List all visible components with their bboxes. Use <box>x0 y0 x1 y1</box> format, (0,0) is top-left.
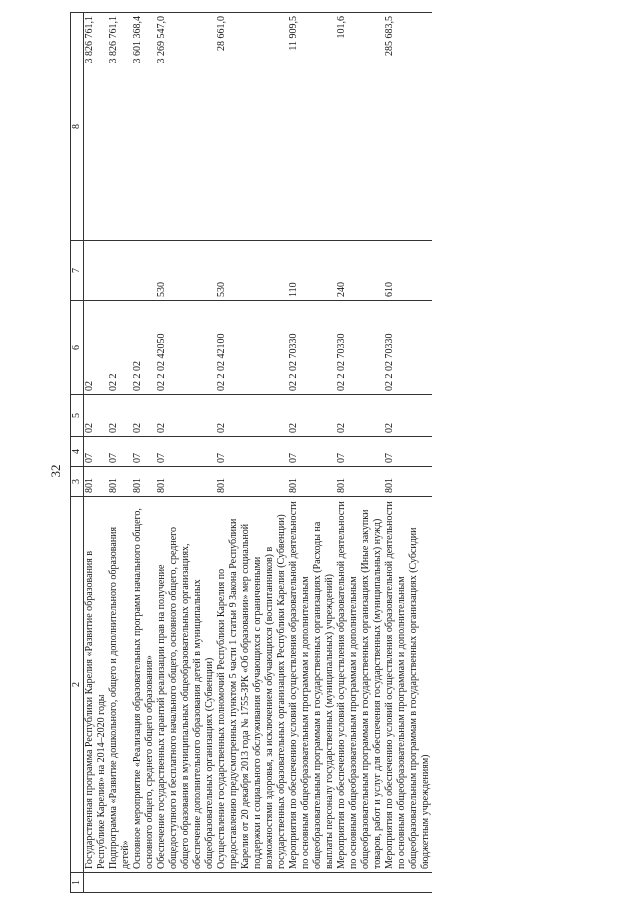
row-name-cell: Мероприятия по обеспечению условий осуществления образовательной деятельности по основным общеобразовательным программам и дополнительным общеобразовательным программам в государственных организациях (Расходы на выплаты персоналу государственных (муниципальных) учреждений) <box>288 497 336 873</box>
row-number-cell <box>216 873 288 893</box>
section-code-cell: 07 <box>336 437 384 467</box>
row-name-cell: Мероприятия по обеспечению условий осуществления образовательной деятельности по основным общеобразовательным программам и дополнительным общеобразовательным программам в государственных организациях (Субсидии бюджетным учреждениям) <box>384 497 432 873</box>
row-number-cell <box>156 873 216 893</box>
amount-cell: 285 683,5 <box>384 13 432 241</box>
table-row <box>84 13 109 893</box>
target-article-cell: 02 2 02 42100 <box>216 301 288 395</box>
table-row <box>216 13 288 893</box>
ministry-code-cell: 801 <box>336 467 384 497</box>
table-row <box>336 13 384 893</box>
section-code-cell: 07 <box>216 437 288 467</box>
amount-cell: 3 826 761,1 <box>108 13 132 241</box>
column-header: 6 <box>71 301 84 395</box>
expense-type-cell: 530 <box>216 241 288 301</box>
expense-type-cell <box>108 241 132 301</box>
section-code-cell: 07 <box>288 437 336 467</box>
section-code-cell: 07 <box>108 437 132 467</box>
amount-cell: 3 269 547,0 <box>156 13 216 241</box>
row-name-cell: Основное мероприятие «Реализация образовательных программ начального общего, основного общего, среднего общего образования» <box>132 497 156 873</box>
subsection-code-cell: 02 <box>384 395 432 437</box>
expense-type-cell: 530 <box>156 241 216 301</box>
amount-cell: 11 909,5 <box>288 13 336 241</box>
target-article-cell: 02 2 02 <box>132 301 156 395</box>
subsection-code-cell: 02 <box>336 395 384 437</box>
table-row <box>156 13 216 893</box>
subsection-code-cell: 02 <box>216 395 288 437</box>
expense-type-cell: 610 <box>384 241 432 301</box>
row-number-cell <box>336 873 384 893</box>
ministry-code-cell: 801 <box>156 467 216 497</box>
row-number-cell <box>84 873 109 893</box>
column-header: 3 <box>71 467 84 497</box>
ministry-code-cell: 801 <box>384 467 432 497</box>
target-article-cell: 02 <box>84 301 109 395</box>
row-number-cell <box>132 873 156 893</box>
table-row <box>288 13 336 893</box>
column-header: 4 <box>71 437 84 467</box>
section-code-cell: 07 <box>84 437 109 467</box>
page-number: 32 <box>48 464 63 478</box>
rotated-table-container <box>70 13 538 893</box>
target-article-cell: 02 2 02 70330 <box>336 301 384 395</box>
target-article-cell: 02 2 <box>108 301 132 395</box>
amount-cell: 3 601 368,4 <box>132 13 156 241</box>
expense-type-cell <box>132 241 156 301</box>
column-header: 1 <box>71 873 84 893</box>
header-row <box>71 13 84 893</box>
table-row <box>384 13 432 893</box>
column-header: 8 <box>71 13 84 241</box>
section-code-cell: 07 <box>132 437 156 467</box>
section-code-cell: 07 <box>156 437 216 467</box>
subsection-code-cell: 02 <box>84 395 109 437</box>
budget-table <box>70 12 432 893</box>
expense-type-cell <box>84 241 109 301</box>
table-row <box>132 13 156 893</box>
ministry-code-cell: 801 <box>84 467 109 497</box>
column-header: 7 <box>71 241 84 301</box>
row-number-cell <box>288 873 336 893</box>
row-name-cell: Подпрограмма «Развитие дошкольного, общего и дополнительного образования детей» <box>108 497 132 873</box>
row-number-cell <box>108 873 132 893</box>
row-name-cell: Осуществление государственных полномочий Республики Карелия по предоставлению предусмотренных пунктом 5 части 1 статьи 9 Закона Республики Карелия от 20 декабря 2013 года № 1755-ЗРК «Об образовании» мер социальной поддержки и социального обслуживания обучающихся с ограниченными возможностями здоровья, за исключением обучающихся (воспитанников) в государственных образовательных организациях Республики Карелия (Субвенции) <box>216 497 288 873</box>
row-name-cell: Обеспечение государственных гарантий реализации прав на получение общедоступного и бесплатного начального общего, основного общего, среднего общего образования в муниципальных общеобразовательных организациях, обеспечение дополнительного образования детей в муниципальных общеобразовательных организациях (Субвенции) <box>156 497 216 873</box>
row-number-cell <box>384 873 432 893</box>
target-article-cell: 02 2 02 42050 <box>156 301 216 395</box>
target-article-cell: 02 2 02 70330 <box>288 301 336 395</box>
section-code-cell: 07 <box>384 437 432 467</box>
ministry-code-cell: 801 <box>132 467 156 497</box>
ministry-code-cell: 801 <box>288 467 336 497</box>
amount-cell: 3 826 761,1 <box>84 13 109 241</box>
expense-type-cell: 240 <box>336 241 384 301</box>
ministry-code-cell: 801 <box>108 467 132 497</box>
target-article-cell: 02 2 02 70330 <box>384 301 432 395</box>
expense-type-cell: 110 <box>288 241 336 301</box>
subsection-code-cell: 02 <box>156 395 216 437</box>
ministry-code-cell: 801 <box>216 467 288 497</box>
amount-cell: 28 661,0 <box>216 13 288 241</box>
subsection-code-cell: 02 <box>108 395 132 437</box>
row-name-cell: Мероприятия по обеспечению условий осуществления образовательной деятельности по основным общеобразовательным программам и дополнительным общеобразовательным программам в государственных организациях (Иные закупки товаров, работ и услуг для обеспечения государственных (муниципальных) нужд) <box>336 497 384 873</box>
column-header: 2 <box>71 497 84 873</box>
subsection-code-cell: 02 <box>288 395 336 437</box>
amount-cell: 101,6 <box>336 13 384 241</box>
table-row <box>108 13 132 893</box>
subsection-code-cell: 02 <box>132 395 156 437</box>
column-header: 5 <box>71 395 84 437</box>
row-name-cell: Государственная программа Республики Карелия «Развитие образования в Республике Карелия» на 2014–2020 годы <box>84 497 109 873</box>
